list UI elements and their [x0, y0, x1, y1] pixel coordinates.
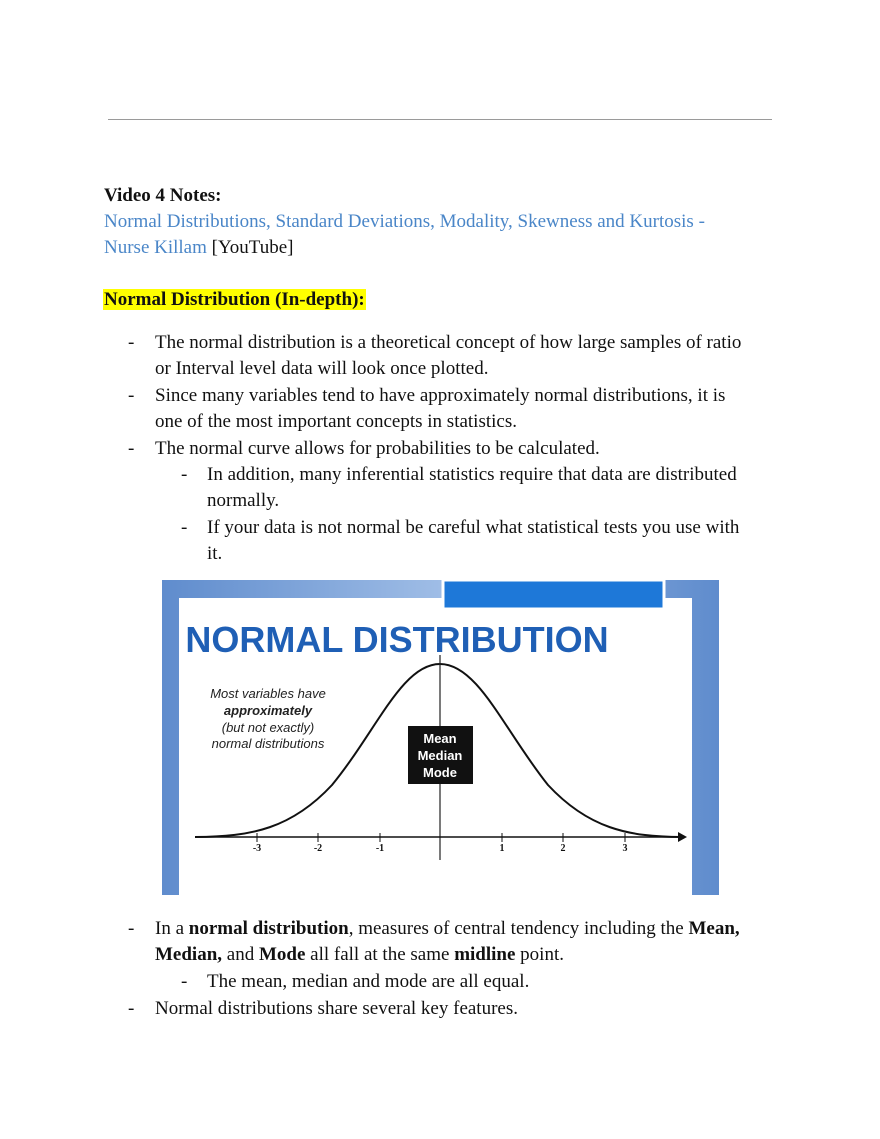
highlight-heading-wrap	[103, 289, 366, 311]
sub-bullet-text: normally.	[207, 490, 280, 511]
normal-distribution-figure	[162, 580, 719, 895]
bullet-dash: -	[128, 438, 135, 459]
video-link[interactable]: Normal Distributions, Standard Deviations, Modality, Skewness and Kurtosis -	[104, 211, 705, 232]
bullet-text: The normal curve allows for probabilities to be calculated.	[155, 438, 600, 459]
bullet-text: Since many variables tend to have approximately normal distributions, it is	[155, 385, 726, 406]
bold-run: normal distribution	[188, 918, 349, 939]
bullet-text: The normal distribution is a theoretical concept of how large samples of ratio	[155, 332, 742, 353]
horizontal-rule	[108, 119, 772, 120]
video-link-line-1[interactable]	[104, 209, 705, 235]
bullet-text: one of the most important concepts in statistics.	[155, 411, 517, 432]
source-tag: [YouTube]	[211, 237, 294, 258]
text-run: In a	[155, 918, 189, 939]
text-run: and	[222, 944, 259, 965]
figure-svg	[162, 580, 719, 895]
figure-title: NORMAL DISTRIBUTION	[185, 619, 609, 660]
sub-bullet-dash: -	[181, 464, 188, 485]
note-line: normal distributions	[211, 736, 325, 751]
highlight-heading: Normal Distribution (In-depth):	[104, 289, 365, 310]
tick-label: -2	[313, 843, 323, 854]
note-line-bold: approximately	[223, 703, 313, 718]
sub-bullet-text: If your data is not normal be careful what statistical tests you use with	[207, 517, 740, 538]
sub-bullet-dash: -	[181, 971, 188, 992]
bullet-dash: -	[128, 918, 135, 939]
text-run: , measures of central tendency including the	[348, 918, 689, 939]
bullet-dash: -	[128, 385, 135, 406]
video-link-line-2	[104, 235, 294, 261]
tick-label: -3	[252, 843, 262, 854]
video-link-author[interactable]: Nurse Killam	[104, 237, 207, 258]
bullet-text-mixed	[155, 942, 564, 969]
tick-label: 3	[622, 843, 628, 854]
bold-run: Median,	[155, 944, 223, 965]
bullet-dash: -	[128, 332, 135, 353]
note-line: (but not exactly)	[221, 720, 315, 735]
sub-bullet-text: The mean, median and mode are all equal.	[207, 971, 530, 992]
box-label: Mode	[423, 765, 457, 780]
tick-label: -1	[375, 843, 385, 854]
bullet-text-mixed	[155, 916, 740, 943]
bullet-dash: -	[128, 998, 135, 1019]
bold-run: Mode	[258, 944, 306, 965]
tick-label: 1	[499, 843, 505, 854]
bold-run: Mean,	[688, 918, 740, 939]
figure-tab	[443, 580, 664, 609]
text-run: point.	[515, 944, 564, 965]
bold-run: midline	[454, 944, 516, 965]
box-label: Median	[417, 748, 463, 763]
bullet-text: Normal distributions share several key features.	[155, 998, 518, 1019]
sub-bullet-dash: -	[181, 517, 188, 538]
tick-label: 2	[560, 843, 566, 854]
text-run: all fall at the same	[305, 944, 455, 965]
note-line: Most variables have	[210, 686, 326, 701]
box-label: Mean	[423, 731, 457, 746]
section-title: Video 4 Notes:	[104, 185, 222, 206]
sub-bullet-text: In addition, many inferential statistics require that data are distributed	[207, 464, 737, 485]
bullet-text: or Interval level data will look once plotted.	[155, 358, 489, 379]
sub-bullet-text: it.	[207, 543, 223, 564]
